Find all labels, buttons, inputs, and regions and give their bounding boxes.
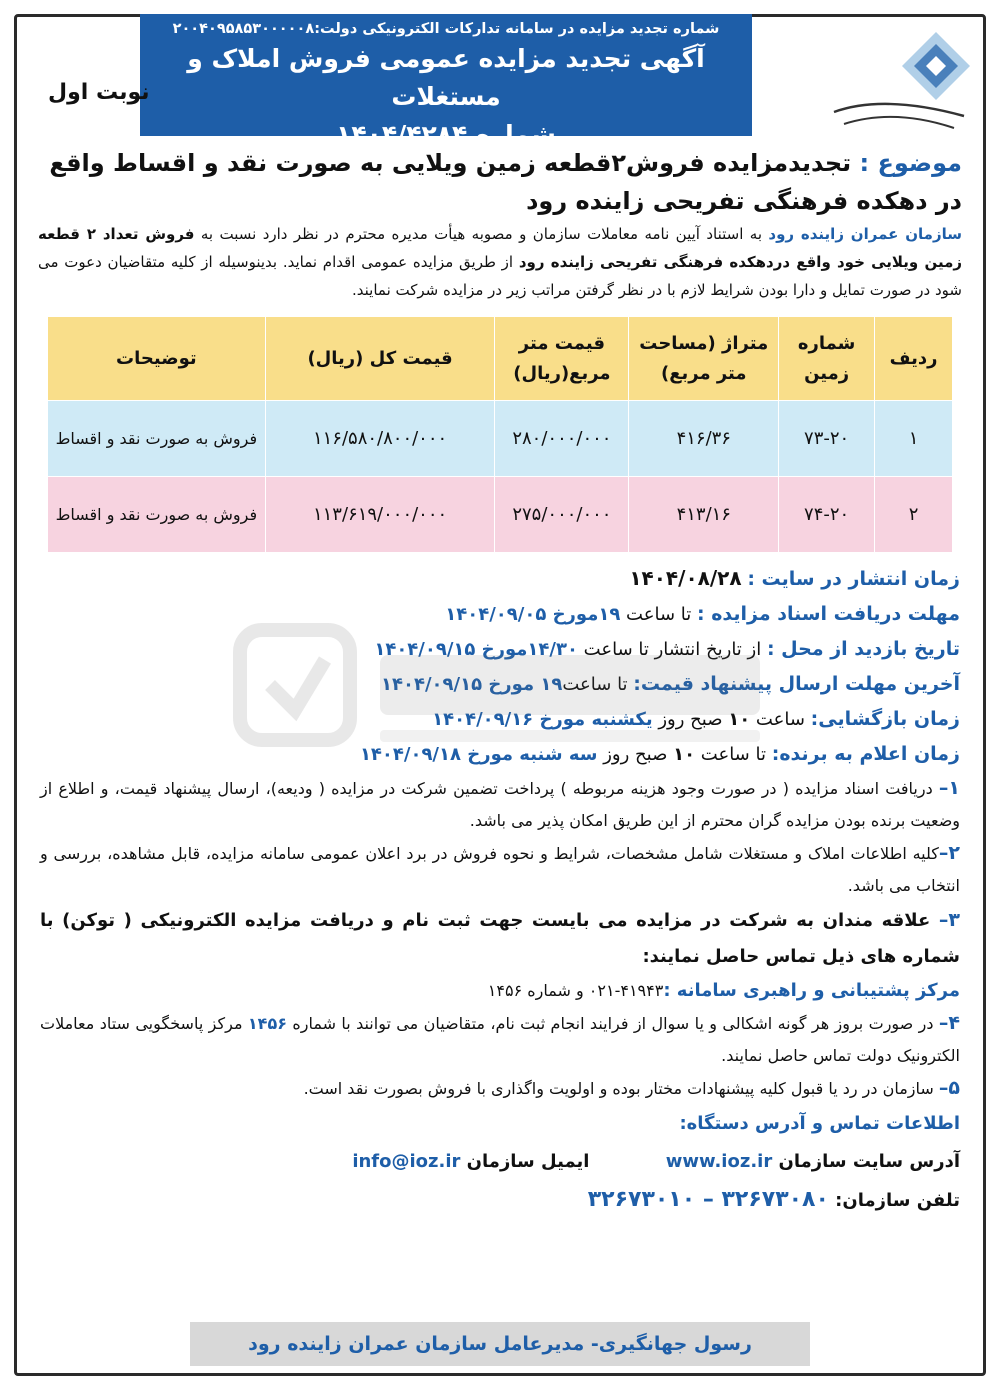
offer-date: مورخ ۱۴۰۴/۰۹/۱۵ <box>381 674 541 695</box>
cell-desc: فروش به صورت نقد و اقساط <box>48 401 266 477</box>
visit-text: از تاریخ انتشار تا ساعت <box>577 639 762 660</box>
cell-total: ۱۱۳/۶۱۹/۰۰۰/۰۰۰ <box>265 477 495 553</box>
turn-label: نوبت اول <box>48 80 150 105</box>
item-1-text: دریافت اسناد مزایده ( در صورت وجود هزینه مربوطه ) پرداخت تضمین شرکت در مزایده ( ودیعه)، ارسال پیشنهاد قیمت، و اطلاع از وضعیت برنده بودن مزایده گران محترم از این طریق امکان پذیر می باشد. <box>40 779 960 830</box>
open-day: یکشنبه <box>591 709 653 730</box>
cell-plot: ۷۳-۲۰ <box>779 401 875 477</box>
offer-text: تا ساعت <box>562 674 628 695</box>
email-label: ایمیل سازمان <box>460 1151 590 1172</box>
phone-numbers: ۳۲۶۷۳۰۸۰ – ۳۲۶۷۳۰۱۰ <box>587 1187 829 1212</box>
cell-desc: فروش به صورت نقد و اقساط <box>48 477 266 553</box>
winner-label: زمان اعلام به برنده: <box>771 743 960 765</box>
item-4-text-b: مرکز پاسخگویی ستاد معاملات الکترونیک دولت تماس حاصل نمایند. <box>40 1014 960 1065</box>
header-row-number: ردیف <box>875 317 953 401</box>
docs-date: مورخ ۱۴۰۴/۰۹/۰۵ <box>445 604 599 625</box>
item-3-text: علاقه مندان به شرکت در مزایده می بایست جهت ثبت نام و دریافت مزایده الکترونیکی ( توکن) با شماره های ذیل تماس حاصل نمایند: <box>40 910 960 967</box>
cell-row: ۱ <box>875 401 953 477</box>
intro-org: سازمان عمران زاینده رود <box>768 225 962 243</box>
cell-total: ۱۱۶/۵۸۰/۸۰۰/۰۰۰ <box>265 401 495 477</box>
support-text: ۴۱۹۴۳-۰۲۱ و شماره ۱۴۵۶ <box>487 981 664 1000</box>
open-hour: ۱۰ <box>728 709 751 730</box>
organization-logo-icon <box>824 24 974 134</box>
notice-number: شماره ۱۴۰۴/۴۲۸۴ <box>336 120 556 149</box>
winner-hour: ۱۰ <box>673 744 696 765</box>
site-label: آدرس سایت سازمان <box>772 1151 960 1172</box>
item-4-text-a: در صورت بروز هر گونه اشکالی و یا سوال از فرایند انجام ثبت نام، متقاضیان می توانند با شماره <box>286 1014 939 1033</box>
header-area: متراژ (مساحت متر مربع) <box>629 317 779 401</box>
contact-heading: اطلاعات تماس و آدرس دستگاه: <box>679 1113 960 1134</box>
page-border <box>14 14 986 1376</box>
visit-label: تاریخ بازدید از محل : <box>766 638 960 660</box>
subject-label: موضوع : <box>859 149 962 177</box>
winner-date: مورخ ۱۴۰۴/۰۹/۱۸ <box>359 744 520 765</box>
docs-hour: ۱۹ <box>598 604 621 625</box>
open-text: ساعت <box>750 709 805 730</box>
winner-text: تا ساعت <box>695 744 766 765</box>
support-label: مرکز پشتیبانی و راهبری سامانه : <box>663 980 960 1001</box>
item-5-text: سازمان در رد یا قبول کلیه پیشنهادات مختار بوده و اولویت واگذاری با فروش بصورت نقد است. <box>303 1079 939 1098</box>
system-number: شماره تجدید مزایده در سامانه تدارکات الکترونیکی دولت:۲۰۰۴۰۹۵۸۵۳۰۰۰۰۰۸ <box>172 21 720 37</box>
docs-label: مهلت دریافت اسناد مزایده : <box>696 603 960 625</box>
cell-area: ۴۱۳/۱۶ <box>629 477 779 553</box>
visit-hour: ۱۴/۳۰ <box>527 639 578 660</box>
header-plot-number: شماره زمین <box>779 317 875 401</box>
email-link[interactable]: info@ioz.ir <box>352 1151 461 1172</box>
item-2-number: ۲– <box>938 842 960 864</box>
cell-unit-price: ۲۷۵/۰۰۰/۰۰۰ <box>495 477 629 553</box>
open-text2: صبح روز <box>652 709 729 730</box>
open-date: مورخ ۱۴۰۴/۰۹/۱۶ <box>432 709 592 730</box>
header-unit-price: قیمت متر مربع(ریال) <box>495 317 629 401</box>
intro-bold: فروش تعداد ۲ قطعه زمین ویلایی خود واقع دردهکده فرهنگی تفریحی زاینده رود <box>38 225 963 271</box>
signature-footer: رسول جهانگیری- مدیرعامل سازمان عمران زاینده رود <box>190 1322 810 1366</box>
docs-text: تا ساعت <box>620 604 692 625</box>
title-banner <box>140 14 752 149</box>
cell-unit-price: ۲۸۰/۰۰۰/۰۰۰ <box>495 401 629 477</box>
notice-title: آگهی تجدید مزایده عمومی فروش املاک و مستغلات <box>187 44 705 111</box>
winner-text2: صبح روز <box>597 744 674 765</box>
publish-date: ۱۴۰۴/۰۸/۲۸ <box>629 566 742 590</box>
item-4-phone: ۱۴۵۶ <box>247 1014 287 1033</box>
intro-part1: به استناد آیین نامه معاملات سازمان و مصوبه هیأت مدیره محترم در نظر دارد نسبت به <box>194 225 769 243</box>
item-4-number: ۴– <box>938 1012 960 1034</box>
phone-label: تلفن سازمان: <box>828 1190 960 1211</box>
winner-day: سه شنبه <box>519 744 598 765</box>
publish-label: زمان انتشار در سایت : <box>747 568 960 590</box>
header-description: توضیحات <box>48 317 266 401</box>
cell-plot: ۷۴-۲۰ <box>779 477 875 553</box>
intro-part2: از طریق مزایده عمومی اقدام نماید. بدینوسیله از کلیه متقاضیان دعوت می شود در صورت تمایل و دارا بودن شرایط لازم با در نظر گرفتن مراتب زیر در مزایده شرکت نمایند. <box>38 253 962 299</box>
header-total-price: قیمت کل (ریال) <box>265 317 495 401</box>
offer-label: آخرین مهلت ارسال پیشنهاد قیمت: <box>633 673 960 695</box>
site-link[interactable]: www.ioz.ir <box>665 1151 773 1172</box>
header <box>18 14 982 149</box>
item-3-number: ۳– <box>938 909 960 931</box>
item-1-number: ۱– <box>938 777 960 799</box>
item-5-number: ۵– <box>938 1077 960 1099</box>
offer-hour: ۱۹ <box>540 674 563 695</box>
cell-area: ۴۱۶/۳۶ <box>629 401 779 477</box>
item-2-text: کلیه اطلاعات املاک و مستغلات شامل مشخصات، شرایط و نحوه فروش در برد اعلان عمومی سامانه مزایده، قابل مشاهده، بررسی و انتخاب می باشد. <box>40 844 960 895</box>
open-label: زمان بازگشایی: <box>810 708 960 730</box>
subject-text: تجدیدمزایده فروش۲قطعه زمین ویلایی به صورت نقد و اقساط واقع در دهکده فرهنگی تفریحی زاینده رود <box>49 149 962 215</box>
cell-row: ۲ <box>875 477 953 553</box>
visit-date: مورخ ۱۴۰۴/۰۹/۱۵ <box>374 639 528 660</box>
